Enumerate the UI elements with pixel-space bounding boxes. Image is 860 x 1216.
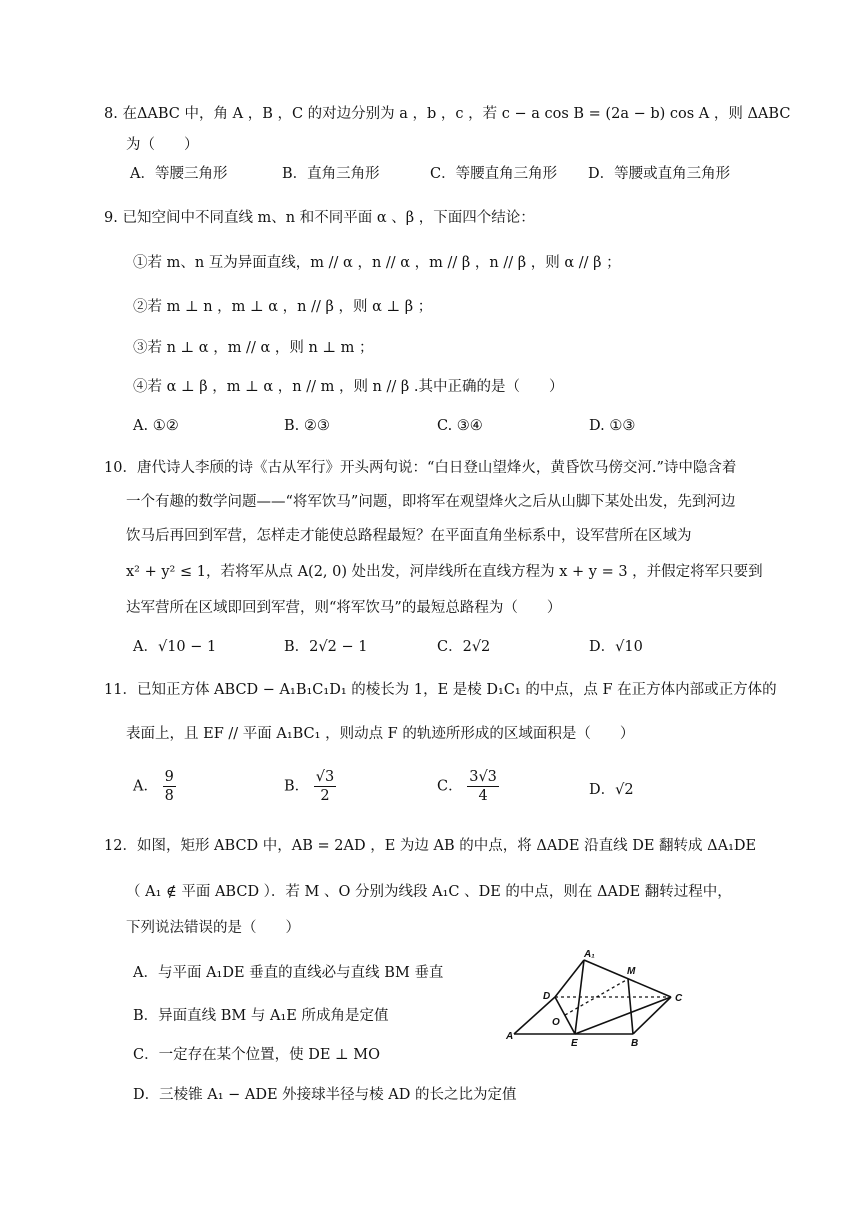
q9-option-c: C. ③④	[437, 418, 483, 434]
q10-stem-line5: 达军营所在区域即回到军营，则“将军饮马”的最短总路程为（ ）	[126, 600, 562, 616]
q11-option-b-label: B．	[284, 778, 310, 795]
q8-stem-line1: 8. 在ΔABC 中，角 A ，B ，C 的对边分别为 a ，b ，c ，若 c − a cos B = (2a − b) cos A ，则 ΔABC	[104, 106, 791, 122]
edge-bm	[628, 979, 633, 1034]
q11-option-a-label: A．	[133, 778, 158, 795]
edge-ad	[514, 997, 555, 1034]
q11-option-c	[437, 768, 499, 805]
q11-option-c-numerator: 3√3	[469, 769, 497, 785]
q12-stem-line1: 12．如图，矩形 ABCD 中，AB = 2AD ，E 为边 AB 的中点，将 ΔADE 沿直线 DE 翻转成 ΔA₁DE	[104, 838, 757, 854]
label-a: A	[506, 1031, 514, 1042]
q11-option-c-label: C．	[437, 778, 463, 795]
edge-de	[555, 997, 575, 1034]
q8-option-b: B．直角三角形	[282, 166, 380, 182]
q12-option-b: B．异面直线 BM 与 A₁E 所成角是定值	[133, 1008, 389, 1024]
q11-stem-line2: 表面上，且 EF // 平面 A₁BC₁ ，则动点 F 的轨迹所形成的区域面积是（ ）	[126, 726, 635, 742]
edge-ec	[575, 997, 671, 1034]
label-b: B	[631, 1038, 639, 1048]
q11-option-a-fraction	[163, 768, 176, 805]
q9-option-b: B. ②③	[284, 418, 330, 434]
label-c: C	[675, 993, 683, 1004]
q11-option-d: D．√2	[589, 782, 634, 798]
label-o: O	[552, 1017, 560, 1028]
q12-option-c: C．一定存在某个位置，使 DE ⊥ MO	[133, 1047, 381, 1063]
q12-stem-line3: 下列说法错误的是（ ）	[126, 920, 300, 936]
label-m: M	[627, 966, 636, 977]
edge-bc	[633, 997, 671, 1034]
q12-option-d: D．三棱锥 A₁ − ADE 外接球半径与棱 AD 的长之比为定值	[133, 1087, 517, 1103]
q10-option-c: C．2√2	[437, 639, 491, 655]
q9-option-a: A. ①②	[133, 418, 179, 434]
q11-option-a-denominator: 8	[164, 788, 174, 804]
q11-option-c-denominator: 4	[478, 788, 488, 804]
q10-option-a: A．√10 − 1	[133, 639, 217, 655]
q11-option-b-fraction	[314, 768, 336, 805]
q11-option-a-numerator: 9	[164, 769, 174, 785]
q10-option-d: D．√10	[589, 639, 643, 655]
label-a1: A₁	[584, 949, 595, 960]
q12-stem-line2: （ A₁ ∉ 平面 ABCD ）．若 M 、O 分别为线段 A₁C 、DE 的中点，则在 ΔADE 翻转过程中，	[126, 884, 732, 900]
q9-stem: 9. 已知空间中不同直线 m、n 和不同平面 α 、β ，下面四个结论：	[104, 210, 535, 226]
q8-option-a: A．等腰三角形	[130, 166, 228, 182]
q11-stem-line1: 11．已知正方体 ABCD − A₁B₁C₁D₁ 的棱长为 1，E 是棱 D₁C₁ 的中点，点 F 在正方体内部或正方体的	[104, 682, 777, 698]
q9-statement-4: ④若 α ⊥ β ，m ⊥ α ，n // m ，则 n // β .其中正确的是（ ）	[133, 379, 564, 395]
q10-stem-line2: 一个有趣的数学问题——“将军饮马”问题，即将军在观望烽火之后从山脚下某处出发，先到河边	[126, 494, 736, 510]
q10-stem-line3: 饮马后再回到军营，怎样走才能使总路程最短？在平面直角坐标系中，设军营所在区域为	[126, 528, 692, 544]
label-e: E	[571, 1038, 578, 1048]
q12-option-a: A．与平面 A₁DE 垂直的直线必与直线 BM 垂直	[133, 965, 444, 981]
q10-stem-line4: x² + y² ≤ 1，若将军从点 A(2, 0) 处出发，河岸线所在直线方程为 x + y = 3 ，并假定将军只要到	[126, 564, 763, 580]
q11-option-c-fraction	[467, 768, 499, 805]
q10-stem-line1: 10．唐代诗人李颀的诗《古从军行》开头两句说：“白日登山望烽火，黄昏饮马傍交河.”诗中隐含着	[104, 460, 737, 476]
q11-option-a	[133, 768, 176, 805]
q8-stem-line2: 为（ ）	[126, 137, 199, 153]
q11-option-b-numerator: √3	[315, 769, 335, 785]
q10-option-b: B．2√2 − 1	[284, 639, 368, 655]
q8-option-d: D．等腰或直角三角形	[588, 166, 731, 182]
q8-option-c: C．等腰直角三角形	[430, 166, 558, 182]
q9-statement-2: ②若 m ⊥ n ，m ⊥ α ，n // β ，则 α ⊥ β ；	[133, 299, 433, 315]
q11-option-b	[284, 768, 336, 805]
q9-option-d: D. ①③	[589, 418, 636, 434]
q9-statement-1: ①若 m、n 互为异面直线，m // α ，n // α ，m // β ，n // β ，则 α // β ；	[133, 255, 621, 271]
q9-statement-3: ③若 n ⊥ α ，m // α ，则 n ⊥ m ；	[133, 340, 374, 356]
label-d: D	[543, 991, 551, 1002]
q12-figure	[500, 948, 710, 1048]
q11-option-b-denominator: 2	[320, 788, 330, 804]
